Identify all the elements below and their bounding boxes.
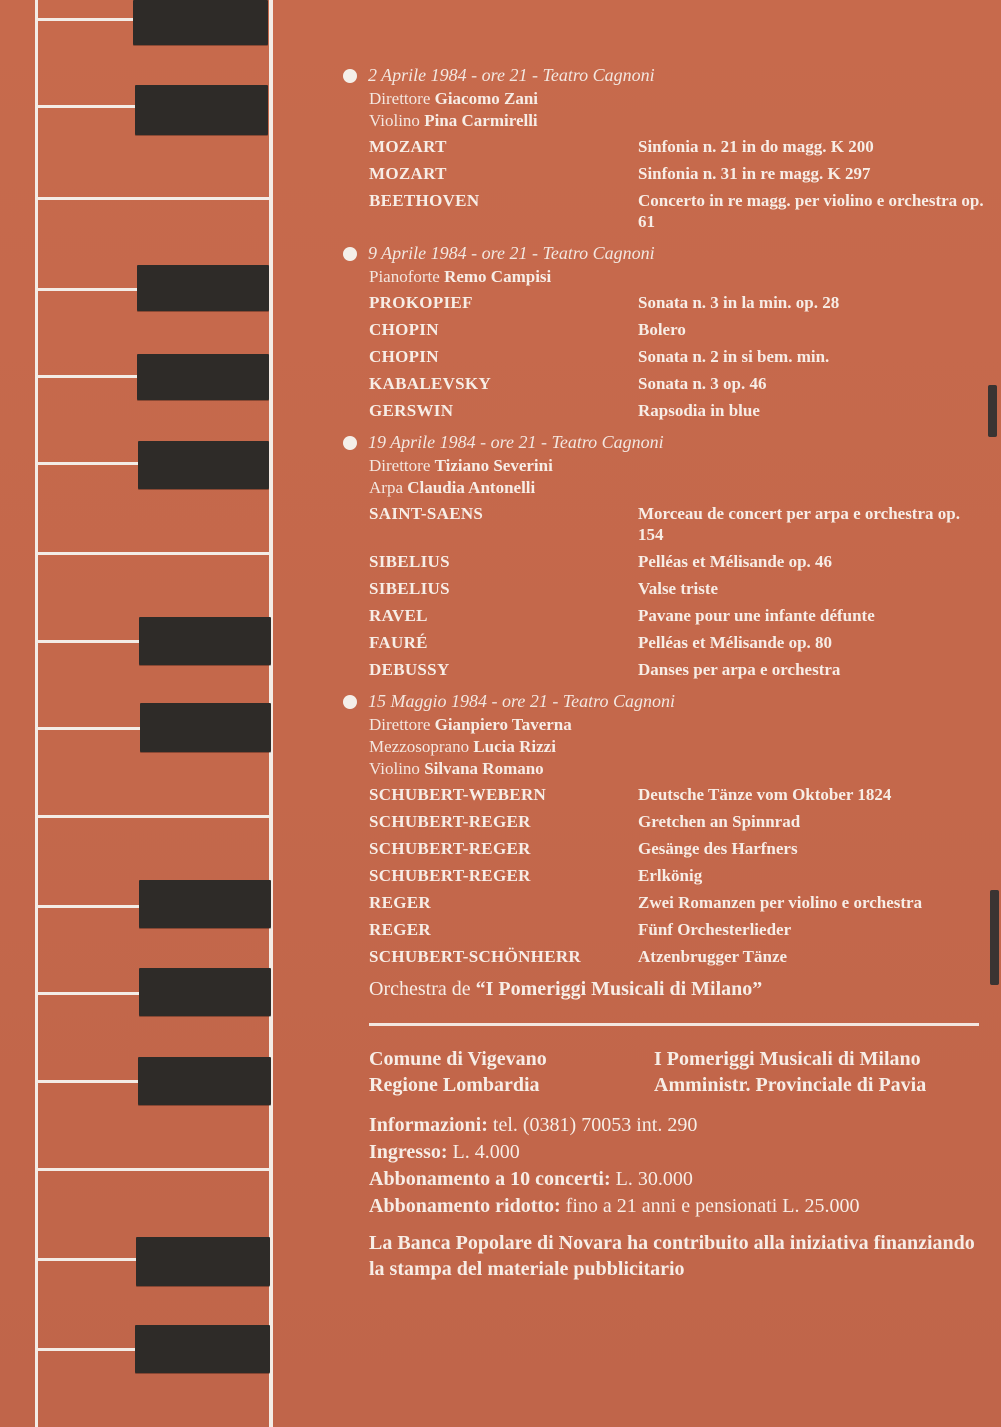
performer-role: Violino <box>369 759 420 778</box>
work-title: Gesänge des Harfners <box>638 839 798 858</box>
work-title: Sinfonia n. 21 in do magg. K 200 <box>638 137 874 156</box>
program-row <box>340 503 990 545</box>
composer-name: GERSWIN <box>369 401 454 420</box>
black-key <box>139 617 271 665</box>
info-label: Ingresso: <box>369 1141 448 1163</box>
program-list <box>340 136 990 232</box>
performer <box>340 455 990 477</box>
program-row <box>340 319 990 340</box>
work-title: Pelléas et Mélisande op. 80 <box>638 633 833 652</box>
composer-name: PROKOPIEF <box>369 293 473 312</box>
concert-date <box>340 62 990 88</box>
concert-date-text: 2 Aprile 1984 - ore 21 - Teatro Cagnoni <box>368 65 655 85</box>
bullet-icon <box>343 69 357 83</box>
work-title: Danses per arpa e orchestra <box>638 660 841 679</box>
composer-name: BEETHOVEN <box>369 191 480 210</box>
program-row <box>340 190 990 232</box>
composer-name: REGER <box>369 893 431 912</box>
program-row <box>340 632 990 653</box>
performer-role: Mezzosoprano <box>369 737 470 756</box>
composer-name: MOZART <box>369 137 447 156</box>
program-row <box>340 373 990 394</box>
organizer-right-1: I Pomeriggi Musicali di Milano <box>654 1048 921 1070</box>
white-key-divider <box>38 1168 270 1171</box>
concert-date <box>340 240 990 266</box>
concert-block <box>340 688 990 967</box>
program-list <box>340 292 990 421</box>
performer-role: Direttore <box>369 456 431 475</box>
program-row <box>340 605 990 626</box>
composer-name: KABALEVSKY <box>369 374 492 393</box>
composer-name: SAINT-SAENS <box>369 504 484 523</box>
performer-role: Direttore <box>369 89 431 108</box>
info-value: L. 4.000 <box>447 1141 520 1163</box>
organizer-left-2: Regione Lombardia <box>369 1074 540 1096</box>
performer <box>340 477 990 499</box>
concert-date-text: 9 Aprile 1984 - ore 21 - Teatro Cagnoni <box>368 243 655 263</box>
orchestra-credit <box>340 975 990 1003</box>
info-line <box>369 1166 990 1193</box>
work-title: Sonata n. 3 op. 46 <box>638 374 767 393</box>
keyboard-left-edge <box>35 0 38 1427</box>
program-row <box>340 811 990 832</box>
performer-name: Gianpiero Taverna <box>434 715 572 734</box>
concert-date-text: 19 Aprile 1984 - ore 21 - Teatro Cagnoni <box>368 432 664 452</box>
composer-name: SIBELIUS <box>369 552 450 571</box>
work-title: Concerto in re magg. per violino e orchestra op. 61 <box>638 191 984 231</box>
program-row <box>340 163 990 184</box>
organizer-left-1: Comune di Vigevano <box>369 1048 547 1070</box>
performer-name: Pina Carmirelli <box>424 111 538 130</box>
composer-name: SCHUBERT-SCHÖNHERR <box>369 947 581 966</box>
work-title: Deutsche Tänze vom Oktober 1824 <box>638 785 892 804</box>
composer-name: SIBELIUS <box>369 579 450 598</box>
program-row <box>340 838 990 859</box>
program-row <box>340 659 990 680</box>
program-list <box>340 503 990 680</box>
performer <box>340 758 990 780</box>
work-title: Morceau de concert per arpa e orchestra op. 154 <box>638 504 960 544</box>
program-row <box>340 946 990 967</box>
performer-name: Tiziano Severini <box>434 456 553 475</box>
organizers <box>340 1046 990 1098</box>
composer-name: SCHUBERT-REGER <box>369 839 531 858</box>
performer-role: Direttore <box>369 715 431 734</box>
program-list <box>340 784 990 967</box>
white-key-divider <box>38 815 270 818</box>
black-key <box>137 265 269 311</box>
work-title: Fünf Orchesterlieder <box>638 920 792 939</box>
program-row <box>340 578 990 599</box>
concert-date <box>340 429 990 455</box>
performer-name: Claudia Antonelli <box>407 478 536 497</box>
work-title: Sonata n. 2 in si bem. min. <box>638 347 830 366</box>
info-value: tel. (0381) 70053 int. 290 <box>487 1114 698 1136</box>
info-line <box>369 1139 990 1166</box>
composer-name: MOZART <box>369 164 447 183</box>
binding-clip-bottom <box>990 890 999 985</box>
composer-name: RAVEL <box>369 606 428 625</box>
program-row <box>340 784 990 805</box>
white-key-divider <box>38 197 270 200</box>
black-key <box>135 1325 270 1373</box>
orchestra-prefix: Orchestra de <box>369 978 476 1000</box>
piano-keyboard-illustration <box>0 0 275 1427</box>
concert-date-text: 15 Maggio 1984 - ore 21 - Teatro Cagnoni <box>368 691 676 711</box>
organizer-right-2: Amministr. Provinciale di Pavia <box>654 1074 927 1096</box>
concert-date <box>340 688 990 714</box>
black-key <box>140 703 271 752</box>
work-title: Valse triste <box>638 579 719 598</box>
performer <box>340 88 990 110</box>
performer <box>340 714 990 736</box>
work-title: Atzenbrugger Tänze <box>638 947 788 966</box>
sponsor-note: La Banca Popolare di Novara ha contribuito alla iniziativa finanziando la stampa del materiale pubblicitario <box>369 1232 975 1280</box>
black-key <box>133 0 268 45</box>
black-key <box>139 968 271 1016</box>
black-key <box>139 880 271 928</box>
work-title: Pelléas et Mélisande op. 46 <box>638 552 833 571</box>
concert-block <box>340 429 990 680</box>
program-row <box>340 551 990 572</box>
concert-program <box>340 62 990 1282</box>
black-key <box>136 1237 270 1286</box>
composer-name: REGER <box>369 920 431 939</box>
work-title: Rapsodia in blue <box>638 401 760 420</box>
info-line <box>369 1193 990 1220</box>
work-title: Erlkönig <box>638 866 703 885</box>
info-value: fino a 21 anni e pensionati L. 25.000 <box>560 1195 860 1217</box>
performer-role: Violino <box>369 111 420 130</box>
program-row <box>340 865 990 886</box>
work-title: Sonata n. 3 in la min. op. 28 <box>638 293 840 312</box>
concert-block <box>340 240 990 421</box>
composer-name: SCHUBERT-REGER <box>369 812 531 831</box>
bullet-icon <box>343 695 357 709</box>
performer-role: Arpa <box>369 478 403 497</box>
performer-name: Silvana Romano <box>424 759 544 778</box>
program-row <box>340 346 990 367</box>
orchestra-name: “I Pomeriggi Musicali di Milano” <box>475 978 763 1000</box>
bullet-icon <box>343 436 357 450</box>
ticket-info <box>340 1112 990 1220</box>
concert-block <box>340 62 990 232</box>
work-title: Pavane pour une infante défunte <box>638 606 875 625</box>
program-row <box>340 292 990 313</box>
black-key <box>137 354 269 400</box>
composer-name: CHOPIN <box>369 347 439 366</box>
black-key <box>135 85 268 135</box>
performer-name: Lucia Rizzi <box>473 737 556 756</box>
composer-name: SCHUBERT-REGER <box>369 866 531 885</box>
performer-name: Giacomo Zani <box>434 89 539 108</box>
info-label: Informazioni: <box>369 1114 488 1136</box>
composer-name: SCHUBERT-WEBERN <box>369 785 547 804</box>
divider-line <box>369 1023 979 1026</box>
program-row <box>340 136 990 157</box>
program-row <box>340 892 990 913</box>
black-key <box>138 1057 271 1105</box>
performer <box>340 736 990 758</box>
work-title: Bolero <box>638 320 686 339</box>
info-label: Abbonamento ridotto: <box>369 1195 561 1217</box>
work-title: Zwei Romanzen per violino e orchestra <box>638 893 923 912</box>
composer-name: DEBUSSY <box>369 660 450 679</box>
performer <box>340 266 990 288</box>
bullet-icon <box>343 247 357 261</box>
program-row <box>340 919 990 940</box>
info-value: L. 30.000 <box>610 1168 693 1190</box>
performer-name: Remo Campisi <box>444 267 552 286</box>
concert-list <box>340 62 990 967</box>
white-key-divider <box>38 552 270 555</box>
info-label: Abbonamento a 10 concerti: <box>369 1168 611 1190</box>
work-title: Sinfonia n. 31 in re magg. K 297 <box>638 164 871 183</box>
program-row <box>340 400 990 421</box>
black-key <box>138 441 269 489</box>
performer-role: Pianoforte <box>369 267 440 286</box>
performer <box>340 110 990 132</box>
info-line <box>369 1112 990 1139</box>
composer-name: CHOPIN <box>369 320 439 339</box>
work-title: Gretchen an Spinnrad <box>638 812 801 831</box>
composer-name: FAURÉ <box>369 633 428 652</box>
